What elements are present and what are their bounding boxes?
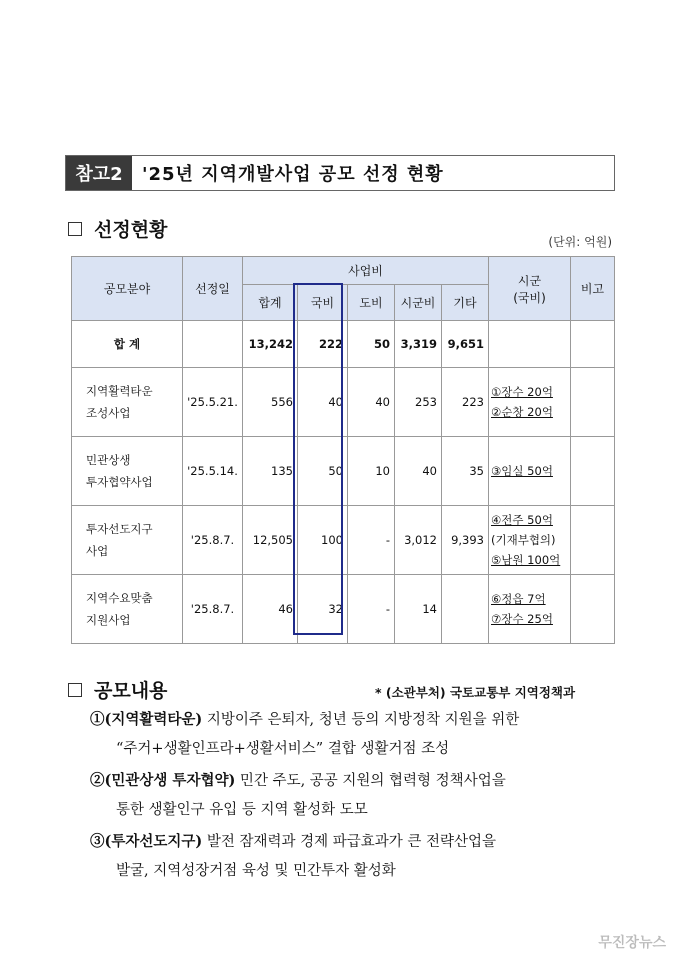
row-other: 35: [442, 437, 489, 506]
item-text-cont: 발굴, 지역성장거점 육성 및 민간투자 활성화: [116, 863, 396, 879]
header-national: 국비: [298, 285, 348, 321]
content-item: [90, 766, 620, 825]
item-number: ③: [90, 833, 105, 850]
row-total: 556: [243, 368, 298, 437]
row-remarks: [571, 368, 615, 437]
total-row: [72, 321, 615, 368]
section-heading-content: [68, 676, 167, 703]
sigun-entry: ⑤남원 100억: [491, 553, 561, 567]
total-remarks: [571, 321, 615, 368]
header-sigun: [489, 257, 571, 321]
header-date: 선정일: [183, 257, 243, 321]
square-bullet-icon: [68, 683, 82, 697]
row-city: 40: [395, 437, 442, 506]
row-sigun: [489, 368, 571, 437]
field-line: 조성사업: [86, 406, 131, 420]
row-total: 12,505: [243, 506, 298, 575]
header-total: 합계: [243, 285, 298, 321]
selection-table: [71, 256, 615, 644]
item-text-cont: “주거+생활인프라+생활서비스” 결합 생활거점 조성: [116, 741, 450, 757]
row-province: -: [348, 506, 395, 575]
item-text: 지방이주 은퇴자, 청년 등의 지방정착 지원을 위한: [202, 712, 520, 728]
item-number: ②: [90, 772, 105, 789]
row-field: [72, 575, 183, 644]
total-total: 13,242: [243, 321, 298, 368]
sigun-entry: ⑥정읍 7억: [491, 592, 546, 606]
row-date: '25.8.7.: [183, 506, 243, 575]
row-province: 10: [348, 437, 395, 506]
department-note: * (소관부처) 국토교통부 지역정책과: [375, 685, 576, 700]
total-national: 222: [298, 321, 348, 368]
row-other: [442, 575, 489, 644]
row-city: 14: [395, 575, 442, 644]
row-remarks: [571, 437, 615, 506]
row-national: 32: [298, 575, 348, 644]
field-line: 사업: [86, 544, 109, 558]
total-date: [183, 321, 243, 368]
sigun-entry: ⑦장수 25억: [491, 612, 553, 626]
sigun-entry: ③임실 50억: [491, 464, 553, 478]
unit-label: (단위: 억원): [548, 235, 612, 249]
row-sigun: [489, 437, 571, 506]
table-row: [72, 437, 615, 506]
row-province: 40: [348, 368, 395, 437]
header-city: 시군비: [395, 285, 442, 321]
row-remarks: [571, 575, 615, 644]
field-line: 투자협약사업: [86, 475, 153, 489]
table-row: [72, 368, 615, 437]
reference-title: '25년 지역개발사업 공모 선정 현황: [142, 164, 444, 185]
header-province: 도비: [348, 285, 395, 321]
section-heading-status: [68, 215, 167, 242]
content-item: [90, 705, 620, 764]
header-sigun-sub: (국비): [513, 290, 546, 305]
item-keyword: (투자선도지구): [104, 833, 203, 850]
header-budget: 사업비: [243, 257, 489, 285]
item-keyword: (민관상생 투자협약): [104, 772, 236, 789]
total-other: 9,651: [442, 321, 489, 368]
row-total: 135: [243, 437, 298, 506]
row-field: [72, 506, 183, 575]
header-other: 기타: [442, 285, 489, 321]
item-text: 발전 잠재력과 경제 파급효과가 큰 전략산업을: [202, 834, 497, 850]
field-line: 지역활력타운: [86, 384, 153, 398]
row-city: 253: [395, 368, 442, 437]
content-item: [90, 827, 620, 886]
field-line: 지역수요맞춤: [86, 591, 153, 605]
row-total: 46: [243, 575, 298, 644]
field-line: 지원사업: [86, 613, 131, 627]
row-field: [72, 368, 183, 437]
reference-header: [65, 155, 615, 191]
sigun-entry: ①장수 20억: [491, 385, 553, 399]
item-number: ①: [90, 711, 105, 728]
total-city: 3,319: [395, 321, 442, 368]
sigun-entry: (기재부협의): [491, 533, 556, 547]
section-title: 선정현황: [94, 219, 168, 241]
section-title: 공모내용: [94, 680, 168, 702]
national-column-highlight: [293, 283, 343, 635]
square-bullet-icon: [68, 222, 82, 236]
row-province: -: [348, 575, 395, 644]
total-sigun: [489, 321, 571, 368]
row-city: 3,012: [395, 506, 442, 575]
item-keyword: (지역활력타운): [104, 711, 203, 728]
row-other: 223: [442, 368, 489, 437]
row-sigun: [489, 575, 571, 644]
row-national: 50: [298, 437, 348, 506]
table-row: [72, 575, 615, 644]
total-province: 50: [348, 321, 395, 368]
item-text-cont: 통한 생활인구 유입 등 지역 활성화 도모: [116, 802, 368, 818]
reference-tag: 참고2: [66, 156, 132, 190]
sigun-entry: ④전주 50억: [491, 513, 553, 527]
row-national: 100: [298, 506, 348, 575]
row-date: '25.5.21.: [183, 368, 243, 437]
header-remarks: 비고: [571, 257, 615, 321]
row-field: [72, 437, 183, 506]
total-label: 합 계: [72, 321, 183, 368]
row-other: 9,393: [442, 506, 489, 575]
header-sigun-label: 시군: [517, 273, 542, 288]
header-field: 공모분야: [72, 257, 183, 321]
row-remarks: [571, 506, 615, 575]
field-line: 투자선도지구: [86, 522, 153, 536]
row-national: 40: [298, 368, 348, 437]
row-sigun: [489, 506, 571, 575]
watermark: 무진장뉴스: [598, 935, 666, 951]
item-text: 민간 주도, 공공 지원의 협력형 정책사업을: [235, 773, 506, 789]
row-date: '25.8.7.: [183, 575, 243, 644]
sigun-entry: ②순창 20억: [491, 405, 553, 419]
table-row: [72, 506, 615, 575]
field-line: 민관상생: [86, 453, 131, 467]
row-date: '25.5.14.: [183, 437, 243, 506]
